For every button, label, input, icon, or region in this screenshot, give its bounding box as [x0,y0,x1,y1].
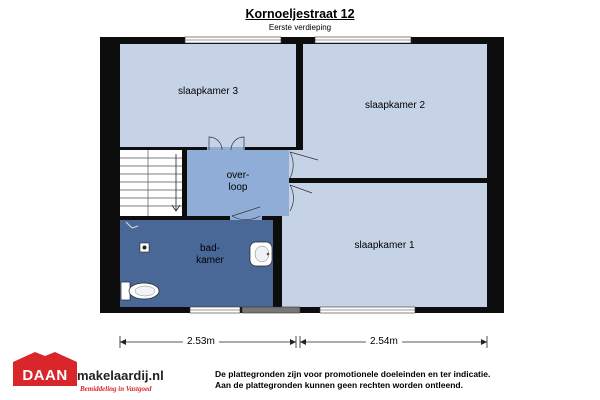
label-badkamer [170,243,250,267]
sink-icon [250,242,272,266]
window-top-1 [185,37,281,43]
label-slaapkamer-2: slaapkamer 2 [364,100,426,111]
toilet-icon [121,282,159,300]
label-overloop-line2: loop [228,182,248,193]
window-bottom-1 [190,307,240,313]
logo-tagline: Bemiddeling in Vastgoed [80,385,152,393]
logo-house-icon [13,352,77,366]
dimension-label-left: 2.53m [183,336,219,347]
window-bottom-dark [242,307,300,313]
logo-daan-text: DAAN [22,367,68,384]
label-badkamer-line1: bad- [199,243,220,254]
drain-icon-center [143,246,147,250]
label-slaapkamer-1: slaapkamer 1 [354,240,415,251]
disclaimer-line-2: Aan de plattegronden kunnen geen rechten worden ontleend. [215,380,463,390]
window-top-2 [315,37,411,43]
plan-title: Kornoeljestraat 12 [245,7,355,21]
disclaimer-line-1: De plattegronden zijn voor promotionele doeleinden en ter indicatie. [215,369,491,379]
logo-makelaardij: makelaardij.nl [77,368,164,383]
window-bottom-2 [320,307,415,313]
label-badkamer-line2: kamer [196,255,224,266]
door-opening-badkamer [230,216,262,220]
label-slaapkamer-3: slaapkamer 3 [177,86,239,97]
logo-daan [13,366,77,386]
plan-subtitle: Eerste verdieping [268,23,332,32]
dimension-label-right: 2.54m [366,336,402,347]
door-opening-slaapkamer-3 [207,147,245,150]
label-overloop [200,170,276,194]
label-overloop-line1: over- [226,170,250,181]
